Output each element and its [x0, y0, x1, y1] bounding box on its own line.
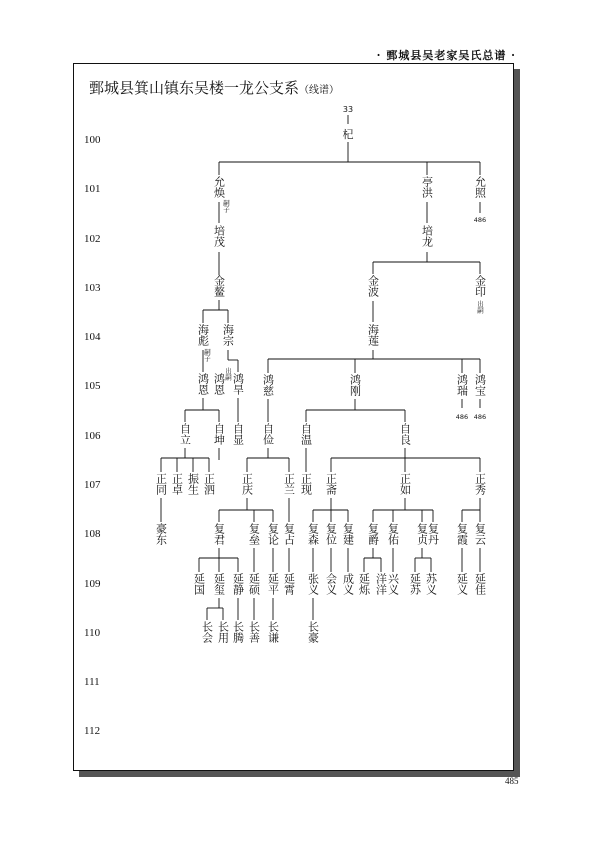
- person-name: 长会: [200, 621, 214, 643]
- person-name: 培茂: [212, 225, 226, 247]
- person-name: 鸿瑞: [455, 374, 469, 396]
- generation-label: 100: [84, 134, 101, 146]
- generation-label: 105: [84, 380, 101, 392]
- person-name: 长腾: [231, 621, 245, 643]
- person-name: 正秀: [473, 473, 487, 495]
- person-name: 延佳: [473, 573, 487, 595]
- person-name: 洋洋: [374, 573, 388, 595]
- title-subtitle: （线谱）: [299, 85, 340, 96]
- person-name: 会义: [324, 573, 338, 595]
- person-name: 鸿刚: [348, 374, 362, 396]
- person-name: 海彪: [196, 324, 210, 346]
- person-name: 鸿宝: [473, 374, 487, 396]
- person-name: 长用: [216, 621, 230, 643]
- generation-label: 106: [84, 430, 101, 442]
- person-name: 鸿恩: [196, 373, 210, 395]
- adoption-note: 嗣子: [203, 348, 211, 362]
- person-name: 允焕: [212, 176, 226, 198]
- person-name: 鸿恩: [212, 373, 226, 395]
- title-text: 鄄城县箕山镇东吴楼一龙公支系: [89, 79, 300, 97]
- person-name: 复森: [306, 523, 320, 545]
- cross-reference: 486: [473, 216, 487, 224]
- person-name: 兴义: [386, 573, 400, 595]
- person-name: 自良: [398, 423, 412, 445]
- person-name: 正兰: [282, 473, 296, 495]
- generation-label: 108: [84, 528, 101, 540]
- person-name: 延霄: [282, 573, 296, 595]
- person-name: 振生: [186, 473, 200, 495]
- person-name: 复贞: [415, 523, 429, 545]
- generation-label: 104: [84, 331, 101, 343]
- person-name: 成义: [341, 573, 355, 595]
- person-name: 苏义: [424, 573, 438, 595]
- person-name: 正庆: [240, 473, 254, 495]
- person-name: 正斋: [324, 473, 338, 495]
- person-name: 延静: [231, 573, 245, 595]
- adoption-note: 嗣子: [222, 199, 230, 213]
- person-name: 正如: [398, 473, 412, 495]
- person-name: 海宗: [221, 324, 235, 346]
- person-name: 复建: [341, 523, 355, 545]
- person-name: 复云: [473, 523, 487, 545]
- person-name: 复爵: [366, 523, 380, 545]
- cross-reference: 486: [455, 413, 469, 421]
- person-name: 复占: [282, 523, 296, 545]
- generation-label: 110: [84, 627, 101, 639]
- person-name: 延平: [266, 573, 280, 595]
- person-name: 正同: [154, 473, 168, 495]
- person-name: 鸿旱: [231, 373, 245, 395]
- generation-label: 101: [84, 183, 101, 195]
- generation-label: 102: [84, 233, 101, 245]
- person-name: 复君: [212, 523, 226, 545]
- person-name: 海莲: [366, 324, 380, 346]
- person-name: 张义: [306, 573, 320, 595]
- person-name: 复位: [324, 523, 338, 545]
- person-name: 延玺: [212, 573, 226, 595]
- person-name: 复论: [266, 523, 280, 545]
- person-name: 亭洪: [420, 176, 434, 198]
- person-name: 正卓: [170, 473, 184, 495]
- person-name: 培龙: [420, 225, 434, 247]
- person-name: 自立: [178, 423, 192, 445]
- person-name: 复丹: [426, 523, 440, 545]
- person-name: 延义: [455, 573, 469, 595]
- person-name: 鸿慈: [261, 374, 275, 396]
- person-name: 正泗: [202, 473, 216, 495]
- person-name: 正现: [299, 473, 313, 495]
- person-name: 长善: [247, 621, 261, 643]
- generation-label: 109: [84, 578, 101, 590]
- person-name: 自温: [299, 423, 313, 445]
- person-name: 自俭: [261, 423, 275, 445]
- generation-label: 111: [84, 676, 100, 688]
- person-name: 延苏: [408, 573, 422, 595]
- person-names: [155, 127, 487, 644]
- root-reference: 33: [342, 105, 354, 114]
- adoption-note: 出嗣: [476, 300, 484, 314]
- person-name: 金波: [366, 275, 380, 297]
- header-title: · 鄄城县吴老家吴氏总谱 ·: [376, 49, 516, 62]
- generation-label: 107: [84, 479, 101, 491]
- adoption-note: 出嗣: [224, 367, 232, 381]
- person-name: 延烁: [357, 573, 371, 595]
- page-number: 485: [505, 776, 519, 786]
- cross-reference: 486: [473, 413, 487, 421]
- person-name: 复垒: [247, 523, 261, 545]
- person-name: 杞: [342, 128, 354, 141]
- generation-label: 112: [84, 725, 101, 737]
- person-name: 长谦: [266, 621, 280, 643]
- person-name: 延硕: [247, 573, 261, 595]
- person-name: 复佑: [386, 523, 400, 545]
- person-name: 自显: [231, 423, 245, 445]
- person-name: 豪东: [154, 523, 168, 545]
- person-name: 允照: [473, 176, 487, 198]
- person-name: 延国: [192, 573, 206, 595]
- person-name: 自坤: [212, 423, 226, 445]
- person-name: 金鳌: [212, 275, 226, 297]
- person-name: 长豪: [306, 621, 320, 643]
- person-name: 复霞: [455, 523, 469, 545]
- generation-label: 103: [84, 282, 101, 294]
- annotations: [203, 198, 486, 421]
- person-name: 金印: [473, 275, 487, 297]
